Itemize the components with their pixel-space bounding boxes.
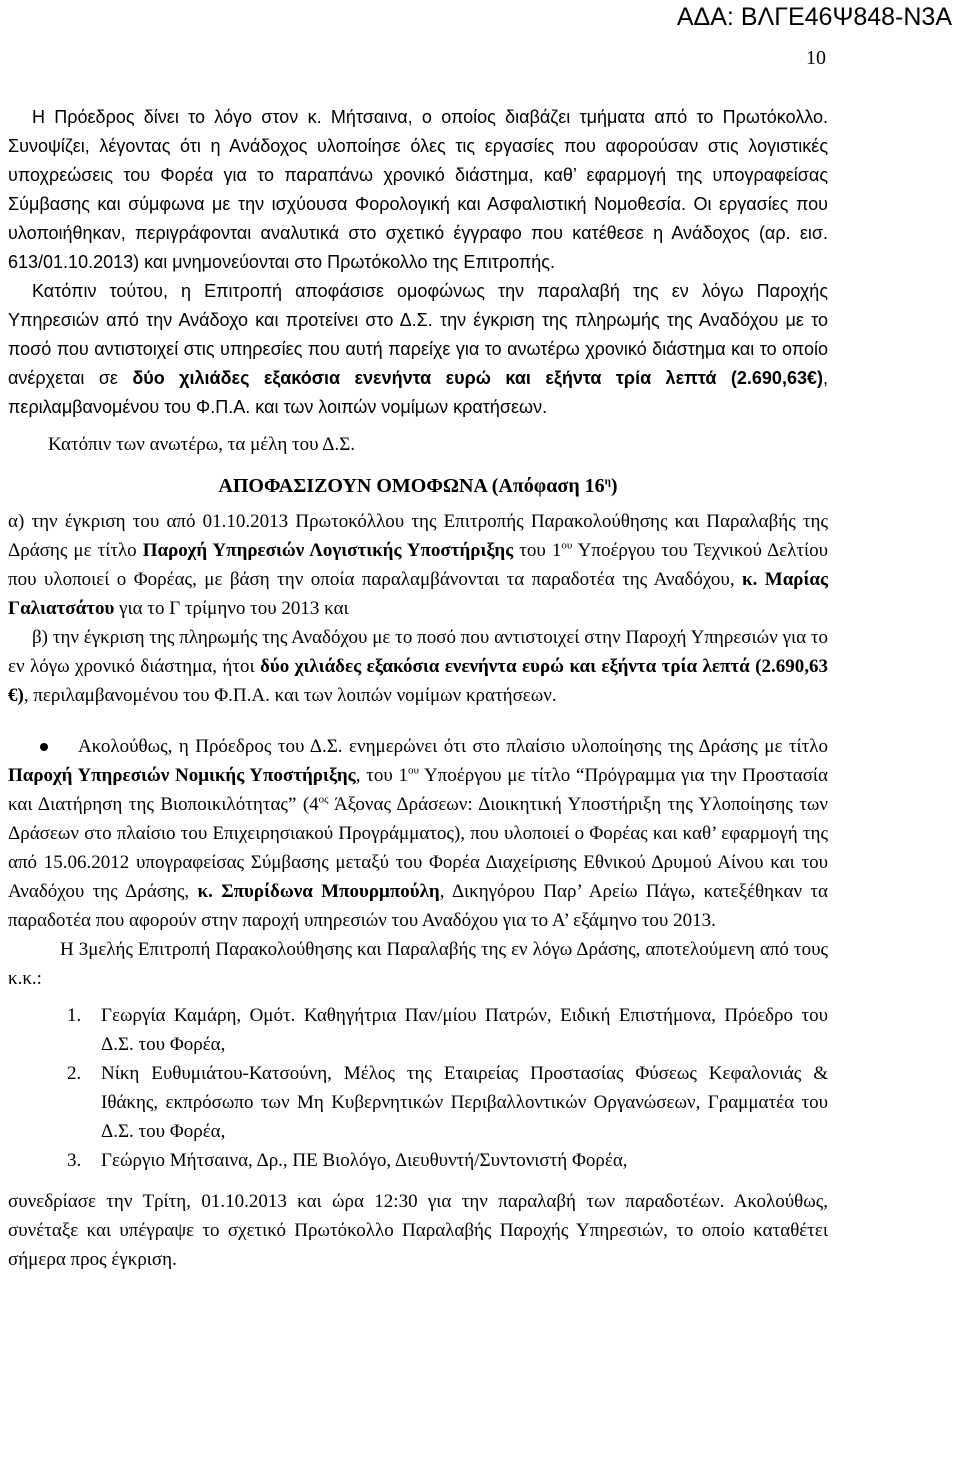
paragraph-text: συνεδρίασε την Τρίτη, 01.10.2013 και ώρα 12:30 για την παραλαβή των παραδοτέων. Ακολούθως, συνέταξε και υπέγραψε το σχετικό Πρωτόκολλο Παραλαβής Παροχής Υπηρεσιών, το οποίο καταθέτει σήμερα προς έγκριση. — [8, 1191, 828, 1270]
paragraph-text: , Δικηγόρου Παρ’ Αρείω Πάγω, κατεξέθηκαν τα παραδοτέα που αφορούν στην παροχή υπηρεσιών του Αναδόχου για το Α’ εξάμηνο του 2013. — [8, 881, 829, 931]
paragraph-text: Ακολούθως, η Πρόεδρος του Δ.Σ. ενημερώνει ότι στο πλαίσιο υλοποίησης της Δράσης με τίτλο — [78, 736, 828, 757]
amount-bold: δύο χιλιάδες εξακόσια ενενήντα ευρώ και εξήντα τρία λεπτά (2.690,63 €) — [8, 656, 828, 706]
decision-item-b — [8, 623, 828, 710]
document-body — [8, 103, 828, 1274]
paragraph-text: , περιλαμβανομένου του Φ.Π.Α. και των λοιπών νομίμων κρατήσεων. — [8, 368, 828, 417]
member-number: 2. — [67, 1063, 82, 1084]
paragraph-members-intro — [8, 430, 828, 459]
closing-paragraph — [8, 1187, 828, 1274]
member-number: 3. — [67, 1150, 82, 1171]
paragraph-text: β) την έγκριση της πληρωμής της Αναδόχου με το ποσό που αντιστοιχεί στην Παροχή Υπηρεσιών για το εν λόγω χρονικό διάστημα, ήτοι — [8, 627, 828, 677]
superscript: ου — [561, 539, 573, 552]
committee-member-3 — [67, 1146, 828, 1175]
bullet-dot-icon — [40, 743, 48, 751]
committee-members-list — [8, 1001, 828, 1175]
decision-heading — [8, 471, 828, 501]
member-number: 1. — [67, 1005, 82, 1026]
ada-code: ΑΔΑ: ΒΛΓΕ46Ψ848-Ν3Α — [676, 3, 952, 31]
paragraph-text: Η Πρόεδρος δίνει το λόγο στον κ. Μήτσαινα, ο οποίος διαβάζει τμήματα από το Πρωτόκολλο. Συνοψίζει, λέγοντας ότι η Ανάδοχος υλοποίησε όλες τις εργασίες που αφορούσαν στις λογιστικές υποχρεώσεις του Φορέα για το παραπάνω χρονικό διάστημα, καθ’ εφαρμογή της υπογραφείσας Σύμβασης και σύμφωνα με την ισχύουσα Φορολογική και Ασφαλιστική Νομοθεσία. Οι εργασίες που υλοποιήθηκαν, περιγράφονται αναλυτικά στο σχετικό έγγραφο που κατέθεσε η Ανάδοχος (αρ. εισ. 613/01.10.2013) και μνημονεύονται στο Πρωτόκολλο της Επιτροπής. — [8, 107, 828, 272]
paragraph-text: Κατόπιν τούτου, η Επιτροπή αποφάσισε ομοφώνως την παραλαβή της εν λόγω Παροχής Υπηρεσιών από την Ανάδοχο και προτείνει στο Δ.Σ. την έγκριση της πληρωμής της Αναδόχου με το ποσό που αντιστοιχεί στις υπηρεσίες που αυτή παρείχε για το ανωτέρω χρονικό διάστημα και το οποίο ανέρχεται σε — [8, 281, 828, 388]
page-number: 10 — [806, 47, 826, 69]
heading-text: ΑΠΟΦΑΣΙΖΟΥΝ ΟΜΟΦΩΝΑ (Απόφαση 16 — [218, 475, 605, 497]
member-text: Γεωργία Καμάρη, Ομότ. Καθηγήτρια Παν/μίου Πατρών, Ειδική Επιστήμονα, Πρόεδρο του Δ.Σ. του Φορέα, — [101, 1005, 828, 1055]
paragraph-text: Η 3μελής Επιτροπή Παρακολούθησης και Παραλαβής της εν λόγω Δράσης, αποτελούμενη από τους κ.κ.: — [8, 939, 828, 989]
paragraph-committee-decision — [8, 277, 828, 422]
decision-item-a — [8, 507, 828, 623]
service-title-bold: Παροχή Υπηρεσιών Νομικής Υποστήριξης — [8, 765, 356, 786]
bullet-item — [8, 732, 828, 935]
member-text: Γεώργιο Μήτσαινα, Δρ., ΠΕ Βιολόγο, Διευθυντή/Συντονιστή Φορέα, — [101, 1150, 628, 1171]
paragraph-minutes-reading — [8, 103, 828, 277]
bullet-paragraph — [8, 732, 828, 935]
paragraph-text: του 1 — [513, 540, 562, 561]
paragraph-text: α) την έγκριση του από 01.10.2013 Πρωτοκόλλου της Επιτροπής Παρακολούθησης και Παραλαβής της Δράσης με τίτλο — [8, 511, 828, 561]
committee-intro — [8, 935, 828, 993]
committee-member-1 — [67, 1001, 828, 1059]
paragraph-text: , του 1 — [355, 765, 408, 786]
heading-superscript: η — [604, 475, 611, 488]
service-title-bold: Παροχή Υπηρεσιών Λογιστικής Υποστήριξης — [142, 540, 514, 561]
heading-text-end: ) — [610, 475, 618, 497]
superscript: ος — [318, 793, 329, 806]
amount-bold: δύο χιλιάδες εξακόσια ενενήντα ευρώ και εξήντα τρία λεπτά (2.690,63€) — [132, 368, 823, 388]
bullet-list — [8, 732, 828, 935]
paragraph-text: , περιλαμβανομένου του Φ.Π.Α. και των λοιπών νομίμων κρατήσεων. — [23, 685, 557, 706]
contractor-name-bold: κ. Μαρίας Γαλιατσάτου — [8, 569, 828, 619]
committee-member-2 — [67, 1059, 828, 1146]
paragraph-text: Υποέργου με τίτλο “Πρόγραμμα για την Προστασία και Διατήρηση της Βιοποικιλότητας” (4 — [8, 765, 829, 815]
superscript: ου — [407, 764, 419, 777]
paragraph-text: Υποέργου του Τεχνικού Δελτίου που υλοποιεί ο Φορέας, με βάση την οποία παραλαμβάνονται τα παραδοτέα της Αναδόχου, — [8, 540, 829, 590]
paragraph-text: Άξονας Δράσεων: Διοικητική Υποστήριξη της Υλοποίησης των Δράσεων στο πλαίσιο του Επιχειρησιακού Προγράμματος), που υλοποιεί ο Φορέας και καθ’ εφαρμογή της από 15.06.2012 υπογραφείσας Σύμβασης μεταξύ του Φορέα Διαχείρισης Εθνικού Δρυμού Αίνου και του Αναδόχου της Δράσης, — [8, 794, 828, 902]
paragraph-text: για το Γ τρίμηνο του 2013 και — [114, 598, 349, 619]
contractor-name-bold: κ. Σπυρίδωνα Μπουρμπούλη — [197, 881, 440, 902]
member-text: Νίκη Ευθυμιάτου-Κατσούνη, Μέλος της Εταιρείας Προστασίας Φύσεως Κεφαλονιάς & Ιθάκης, εκπρόσωπο των Μη Κυβερνητικών Περιβαλλοντικών Οργανώσεων, Γραμματέα του Δ.Σ. του Φορέα, — [101, 1063, 828, 1142]
paragraph-text: Κατόπιν των ανωτέρω, τα μέλη του Δ.Σ. — [48, 434, 356, 455]
